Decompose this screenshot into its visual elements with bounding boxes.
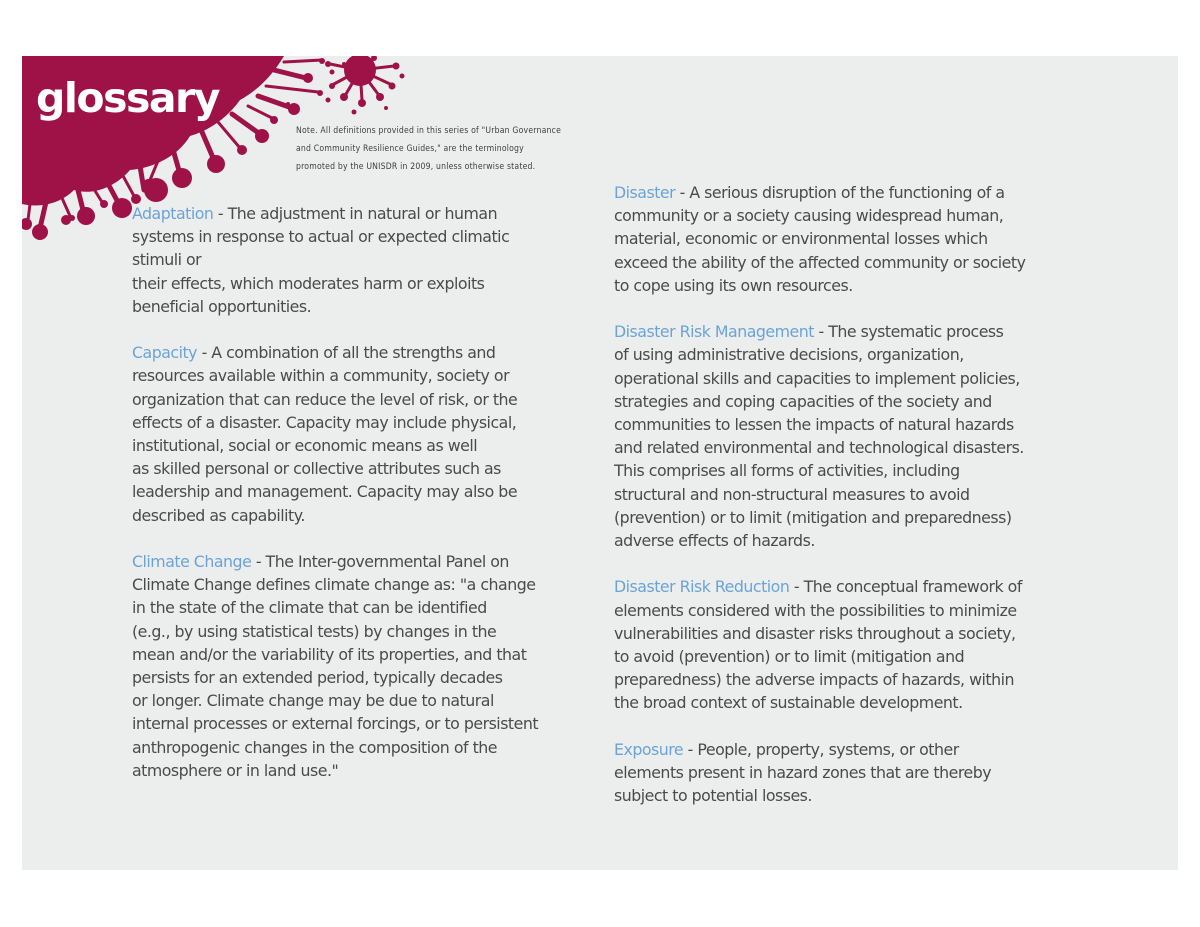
glossary-entry-exposure bbox=[614, 738, 1114, 808]
glossary-term: Capacity bbox=[132, 343, 198, 363]
glossary-column-right bbox=[614, 181, 1114, 831]
glossary-entry-disaster-risk-management bbox=[614, 320, 1114, 552]
glossary-entry-capacity bbox=[132, 341, 612, 527]
glossary-term: Disaster bbox=[614, 183, 676, 202]
glossary-term: Climate Change bbox=[132, 552, 252, 572]
glossary-entry-disaster-risk-reduction bbox=[614, 575, 1114, 714]
definitions-note: Note. All definitions provided in this series of "Urban Governance and Community Resilience Guides," are the terminology promoted by the UNISDR in 2009, unless otherwise stated. bbox=[296, 126, 562, 172]
glossary-definition: - People, property, systems, or other elements present in hazard zones that are thereby subject to potential losses. bbox=[614, 739, 992, 806]
glossary-definition: - The Inter-governmental Panel on Climate Change defines climate change as: "a change in the state of the climate that can be identified (e.g., by using statistical tests) by changes in the mean and/or the variability of its properties, and that persists for an extended period, typically decades or longer. Climate change may be due to natural internal processes or external forcings, or to persistent anthropogenic changes in the composition of the atmosphere or in land use." bbox=[132, 552, 539, 780]
glossary-definition: - A serious disruption of the functioning of a community or a society causing widespread human, material, economic or environmental losses which exceed the ability of the affected community or society to cope using its own resources. bbox=[614, 183, 1026, 295]
glossary-entry-climate-change bbox=[132, 550, 612, 782]
glossary-definition: - The conceptual framework of elements considered with the possibilities to minimize vulnerabilities and disaster risks throughout a society, to avoid (prevention) or to limit (mitigation and preparedness) the adverse impacts of hazards, within the broad context of sustainable development. bbox=[614, 577, 1022, 713]
glossary-page bbox=[22, 56, 1178, 870]
glossary-definition: - A combination of all the strengths and resources available within a community, society or organization that can reduce the level of risk, or the effects of a disaster. Capacity may include physical, institutional, social or economic means as well as skilled personal or collective attributes such as leadership and management. Capacity may also be described as capability. bbox=[132, 343, 518, 525]
glossary-entry-adaptation bbox=[132, 202, 612, 318]
glossary-column-left bbox=[132, 202, 612, 805]
glossary-term: Disaster Risk Management bbox=[614, 322, 814, 342]
glossary-definition: - The adjustment in natural or human systems in response to actual or expected climatic stimuli or their effects, which moderates harm or exploits beneficial opportunities. bbox=[132, 204, 510, 316]
glossary-term: Exposure bbox=[614, 739, 684, 759]
page-title: glossary bbox=[36, 74, 219, 122]
glossary-definition: - The systematic process of using administrative decisions, organization, operational skills and capacities to implement policies, strategies and coping capacities of the society and communities to lessen the impacts of natural hazards and related environmental and technological disasters. This comprises all forms of activities, including structural and non-structural measures to avoid (prevention) or to limit (mitigation and preparedness) adverse effects of hazards. bbox=[614, 322, 1024, 551]
glossary-term: Disaster Risk Reduction bbox=[614, 577, 790, 597]
glossary-term: Adaptation bbox=[132, 204, 214, 223]
glossary-entry-disaster bbox=[614, 181, 1114, 297]
